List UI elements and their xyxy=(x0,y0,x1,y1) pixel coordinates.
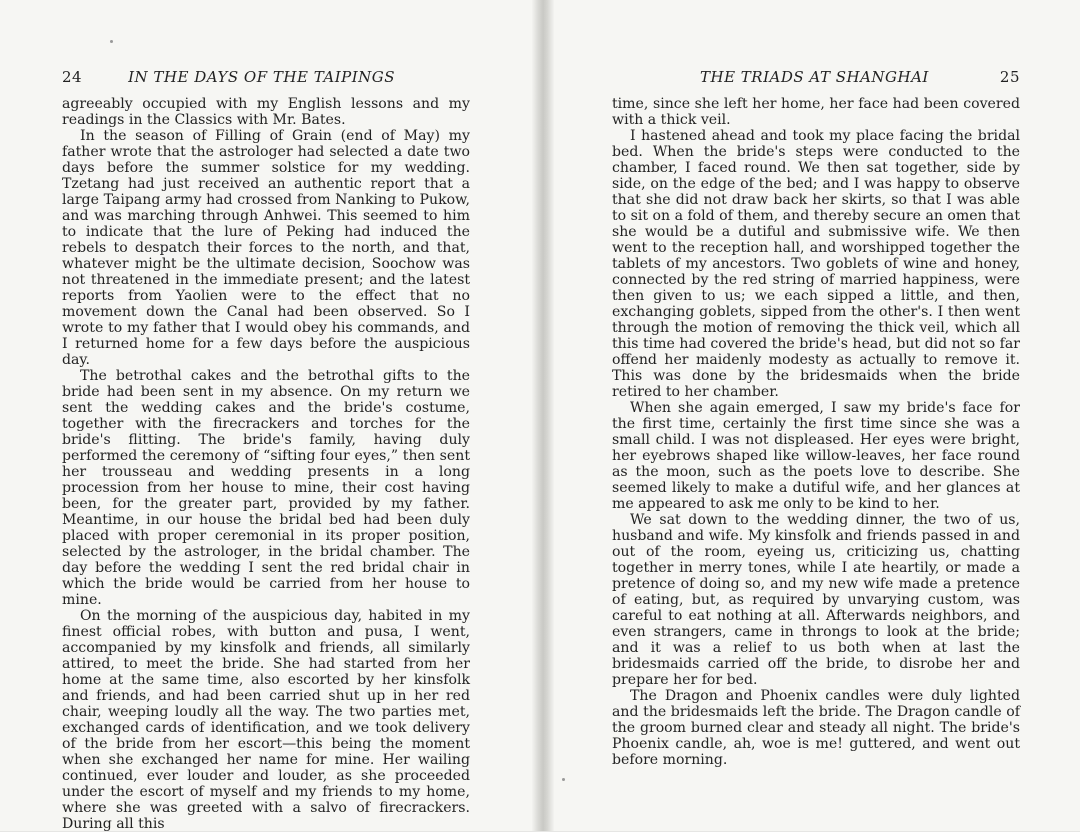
paragraph: In the season of Filling of Grain (end of May) my father wrote that the astrologer had selected a date two days before the summer solstice for my wedding. Tzetang had just received an authentic report that a large Taipang army had crossed from Nanking to Pukow, and was marching through Anhwei. This seemed to him to indicate that the lure of Peking had induced the rebels to despatch their forces to the north, and that, whatever might be the ultimate decision, Soochow was not threatened in the immediate present; and the latest reports from Yaolien were to the effect that no movement down the Canal had been observed. So I wrote to my father that I would obey his commands, and I returned home for a few days before the auspicious day. xyxy=(62,128,470,368)
left-page-header xyxy=(62,66,470,88)
right-running-title: THE TRIADS AT SHANGHAI xyxy=(700,68,929,86)
paragraph: We sat down to the wedding dinner, the two of us, husband and wife. My kinsfolk and friends passed in and out of the room, eyeing us, criticizing us, chatting together in merry tones, while I ate heartily, or made a pretence of doing so, and my new wife made a pretence of eating, but, as required by unvarying custom, was careful to eat nothing at all. Afterwards neighbors, and even strangers, came in throngs to look at the bride; and it was a relief to us both when at last the bridesmaids carried off the bride, to disrobe her and prepare her for bed. xyxy=(612,512,1020,688)
scan-speck xyxy=(110,40,113,43)
paragraph: agreeably occupied with my English lessons and my readings in the Classics with Mr. Bates. xyxy=(62,96,470,128)
right-page-number: 25 xyxy=(999,68,1020,86)
scan-speck xyxy=(562,778,565,781)
paragraph: The Dragon and Phoenix candles were duly lighted and the bridesmaids left the bride. The Dragon candle of the groom burned clear and steady all night. The bride's Phoenix candle, ah, woe is me! guttered, and went out before morning. xyxy=(612,688,1020,768)
right-page xyxy=(554,0,1080,831)
left-page-body xyxy=(62,96,470,832)
paragraph: I hastened ahead and took my place facing the bridal bed. When the bride's steps were conducted to the chamber, I faced round. We then sat together, side by side, on the edge of the bed; and I was happy to observe that she did not draw back her skirts, so that I was able to sit on a fold of them, and thereby secure an omen that she would be a dutiful and submissive wife. We then went to the reception hall, and worshipped together the tablets of my ancestors. Two goblets of wine and honey, connected by the red string of married happiness, were then given to us; we each sipped a little, and then, exchanging goblets, sipped from the other's. I then went through the motion of removing the thick veil, which all this time had covered the bride's head, but did not so far offend her maidenly modesty as actually to remove it. This was done by the bridesmaids when the bride retired to her chamber. xyxy=(612,128,1020,400)
book-gutter xyxy=(532,0,554,831)
paragraph: When she again emerged, I saw my bride's face for the first time, certainly the first time since she was a small child. I was not displeased. Her eyes were bright, her eyebrows shaped like willow-leaves, her face round as the moon, such as the poets love to describe. She seemed likely to make a dutiful wife, and her glances at me appeared to ask me only to be kind to her. xyxy=(612,400,1020,512)
left-page-number: 24 xyxy=(62,68,83,86)
right-page-body xyxy=(612,96,1020,768)
paragraph: On the morning of the auspicious day, habited in my finest official robes, with button and pusa, I went, accompanied by my kinsfolk and friends, all similarly attired, to meet the bride. She had started from her home at the same time, also escorted by her kinsfolk and friends, and had been carried shut up in her red chair, weeping loudly all the way. The two parties met, exchanged cards of identification, and we took delivery of the bride from her escort—this being the moment when she exchanged her name for mine. Her wailing continued, ever louder and louder, as she proceeded under the escort of myself and my friends to my home, where she was greeted with a salvo of firecrackers. During all this xyxy=(62,608,470,832)
paragraph: The betrothal cakes and the betrothal gifts to the bride had been sent in my absence. On my return we sent the wedding cakes and the bride's costume, together with the firecrackers and torches for the bride's flitting. The bride's family, having duly performed the ceremony of “sifting four eyes,” then sent her trousseau and wedding presents in a long procession from her house to mine, their cost having been, for the greater part, provided by my father. Meantime, in our house the bridal bed had been duly placed with proper ceremonial in its proper position, selected by the astrologer, in the bridal chamber. The day before the wedding I sent the red bridal chair in which the bride would be carried from her house to mine. xyxy=(62,368,470,608)
paragraph: time, since she left her home, her face had been covered with a thick veil. xyxy=(612,96,1020,128)
right-page-header xyxy=(612,66,1020,88)
left-running-title: IN THE DAYS OF THE TAIPINGS xyxy=(128,68,396,86)
left-page xyxy=(0,0,532,831)
